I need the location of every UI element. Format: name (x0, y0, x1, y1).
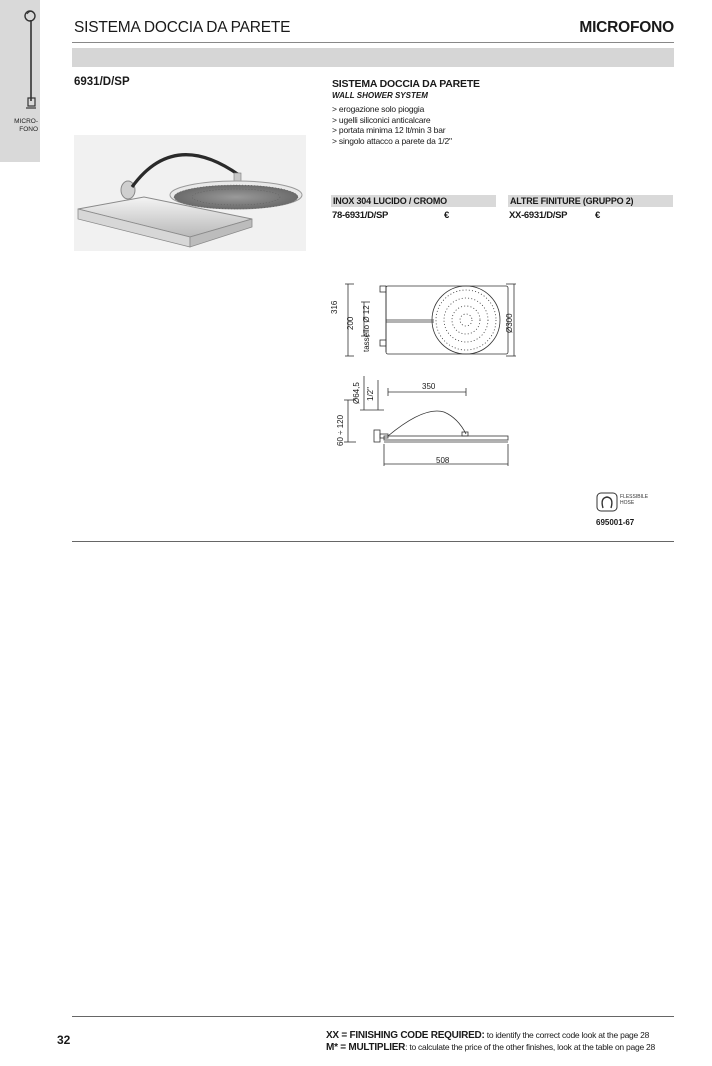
product-subtitle: WALL SHOWER SYSTEM (332, 91, 428, 100)
feature-item: > portata minima 12 lt/min 3 bar (332, 125, 446, 135)
dimension-200: 200 (346, 316, 355, 330)
product-code: 6931/D/SP (74, 76, 130, 88)
alternative-article-code: XX-6931/D/SP (509, 210, 568, 221)
finishing-code-note (326, 1030, 649, 1041)
hose-code: 695001-67 (596, 518, 635, 527)
flexible-hose-icon (596, 492, 618, 512)
dimension-half-inch: 1/2" (366, 387, 375, 401)
hose-label: FLESSIBILE HOSE (620, 494, 649, 506)
section-divider (72, 541, 674, 542)
standard-price-currency: € (444, 210, 449, 221)
finish-standard-header: INOX 304 LUCIDO / CROMO (331, 195, 496, 207)
product-photo (74, 135, 306, 251)
standard-article-code: 78-6931/D/SP (332, 210, 389, 221)
header-divider (72, 42, 674, 43)
dimension-anchor: tassello Ø 12 (362, 305, 371, 352)
multiplier-label: M* = MULTIPLIER (326, 1042, 406, 1053)
multiplier-text: : to calculate the price of the other finishes, look at the table on page 28 (405, 1042, 655, 1052)
finish-alternative-header: ALTRE FINITURE (GRUPPO 2) (508, 195, 673, 207)
feature-item: > singolo attacco a parete da 1/2" (332, 135, 452, 146)
dimension-508: 508 (436, 456, 450, 465)
dimension-diameter-300: Ø300 (505, 313, 514, 333)
page-title: SISTEMA DOCCIA DA PARETE (74, 19, 291, 36)
finishing-code-text: to identify the correct code look at the page 28 (484, 1030, 650, 1040)
multiplier-note (326, 1042, 655, 1053)
dimension-diameter-64-5: Ø64,5 (352, 382, 361, 404)
product-title: SISTEMA DOCCIA DA PARETE (332, 78, 480, 90)
header-band (72, 48, 674, 67)
dimension-60-120: 60 ÷ 120 (336, 414, 345, 446)
category-title: MICROFONO (579, 19, 674, 36)
top-view-drawing (330, 280, 530, 364)
feature-item: > ugelli siliconici anticalcare (332, 114, 431, 125)
feature-item: > erogazione solo pioggia (332, 104, 425, 114)
side-tab-label: MICRO- FONO (14, 118, 38, 133)
footer-divider (72, 1016, 674, 1017)
dimension-316: 316 (330, 300, 339, 314)
finishing-code-label: XX = FINISHING CODE REQUIRED: (326, 1030, 485, 1041)
alternative-price-currency: € (595, 210, 600, 221)
side-tab[interactable] (0, 0, 40, 162)
dimension-350: 350 (422, 382, 436, 391)
page-number: 32 (57, 1033, 71, 1047)
feature-list (332, 104, 452, 146)
shower-tab-icon (22, 6, 38, 114)
